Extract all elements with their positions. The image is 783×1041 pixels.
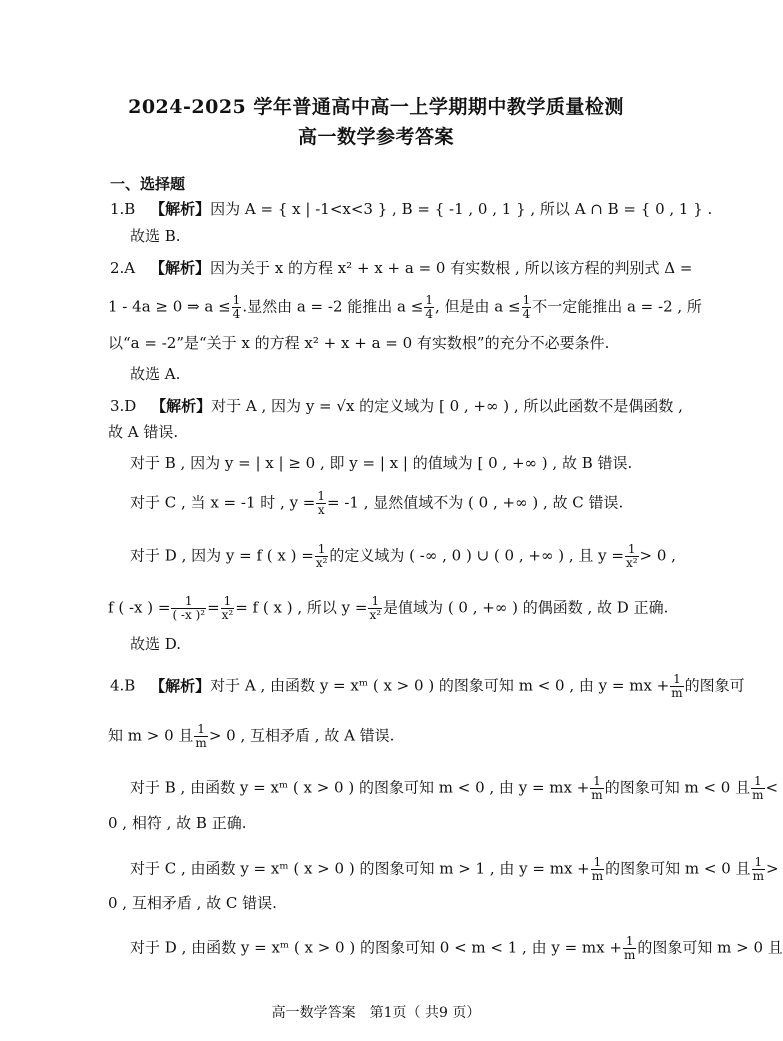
q3-text-5c: > 0 , [639, 546, 676, 565]
q4-tag: 【解析】 [150, 676, 211, 695]
fraction-one-over-m: $\frac{1}{m}$ [752, 855, 764, 883]
q4-text-a2a: 知 m > 0 且 [108, 726, 194, 745]
q4-text-d1a: 对于 D , 由函数 y = xᵐ ( x > 0 ) 的图象可知 0 < m < 1 , 由 y = mx + [130, 938, 622, 957]
q2-text-1: 因为关于 x 的方程 x² + x + a = 0 有实数根 , 所以该方程的判别式 Δ = [209, 259, 693, 277]
q4-line-b1 [130, 775, 778, 802]
q1-tag: 【解析】 [150, 200, 211, 218]
fraction-one-over-x-squared: $\frac{1}{\text{x²}}$ [369, 594, 382, 622]
q1-label: 1.B [110, 200, 136, 218]
q2-tag: 【解析】 [149, 259, 210, 277]
q3-line-2: 故 A 错误. [108, 423, 179, 441]
q4-line-c2: 0 , 互相矛盾 , 故 C 错误. [108, 894, 277, 912]
fraction-one-over-x-squared: $\frac{1}{\text{x²}}$ [221, 594, 234, 622]
q4-text-c1c: > [765, 859, 779, 878]
q3-line-6 [108, 595, 668, 622]
q4-text-b1a: 对于 B , 由函数 y = xᵐ ( x > 0 ) 的图象可知 m < 0 , 由 y = mx + [130, 778, 590, 797]
fraction-one-quarter: $\frac{1}{4}$ [425, 293, 433, 321]
q4-line-b2: 0 , 相符 , 故 B 正确. [108, 814, 247, 832]
q4-text-a2b: > 0 , 互相矛盾 , 故 A 错误. [208, 726, 395, 745]
q2-label: 2.A [110, 259, 136, 277]
fraction-one-quarter: $\frac{1}{4}$ [522, 293, 531, 321]
q3-text-5a: 对于 D , 因为 y = f ( x ) = [130, 546, 314, 565]
q4-label: 4.B [110, 676, 136, 695]
q1-conclusion: 故选 B. [130, 227, 181, 245]
q1-line-1 [110, 199, 712, 219]
q2-text-2c: , 但是由 a ≤ [434, 297, 521, 316]
q3-label: 3.D [110, 397, 137, 415]
q4-text-a1b: 的图象可 [684, 676, 745, 695]
q4-line-a1 [110, 673, 745, 700]
q3-text-6c: = f ( x ) , 所以 y = [235, 598, 368, 617]
section-heading: 一、选择题 [110, 175, 186, 193]
fraction-one-over-m: $\frac{1}{m}$ [195, 722, 207, 750]
q3-conclusion: 故选 D. [130, 635, 182, 653]
q3-text-4b: = -1 , 显然值域不为 ( 0 , +∞ ) , 故 C 错误. [327, 493, 624, 512]
q4-line-d1 [130, 935, 783, 962]
fraction-one-over-x-squared: $\frac{1}{\text{x²}}$ [625, 542, 638, 570]
q4-text-b1b: 的图象可知 m < 0 且 [604, 778, 751, 797]
fraction-one-over-m: $\frac{1}{m}$ [752, 774, 764, 802]
fraction-one-over-x-squared: $\frac{1}{\text{x²}}$ [315, 542, 328, 570]
q4-line-a2 [108, 723, 394, 750]
q3-tag: 【解析】 [151, 397, 212, 415]
q2-text-2a: 1 - 4a ≥ 0 ⇒ a ≤ [108, 297, 231, 316]
q4-text-c1a: 对于 C , 由函数 y = xᵐ ( x > 0 ) 的图象可知 m > 1 , 由 y = mx + [130, 859, 590, 878]
fraction-one-quarter: $\frac{1}{4}$ [232, 293, 241, 321]
q2-line-1 [110, 258, 692, 278]
fraction-one-over-m: $\frac{1}{m}$ [591, 774, 603, 802]
q4-text-c1b: 的图象可知 m < 0 且 [605, 859, 751, 878]
q2-text-2d: 不一定能推出 a = -2 , 所 [532, 297, 702, 316]
q2-text-2b: .显然由 a = -2 能推出 a ≤ [242, 297, 424, 316]
q3-text-6d: 是值域为 ( 0 , +∞ ) 的偶函数 , 故 D 正确. [383, 598, 669, 617]
q4-line-c1 [130, 856, 779, 883]
q2-line-3: 以“a = -2”是“关于 x 的方程 x² + x + a = 0 有实数根”的充分不必要条件. [108, 334, 610, 352]
page-title: 2024-2025 学年普通高中高一上学期期中教学质量检测 [128, 96, 624, 118]
q4-text-b1c: < [765, 778, 779, 797]
q4-text-d1b: 的图象可知 m > 0 且 [637, 938, 783, 957]
fraction-one-over-x: $\frac{1}{x}$ [317, 489, 326, 517]
fraction-one-over-m: $\frac{1}{m}$ [591, 855, 604, 883]
q3-text-6a: f ( -x ) = [108, 598, 171, 617]
q3-text-5b: 的定义域为 ( -∞ , 0 ) ∪ ( 0 , +∞ ) , 且 y = [329, 546, 624, 565]
q3-line-4 [130, 490, 623, 517]
q3-text-6b: = [207, 598, 220, 617]
q3-text-4a: 对于 C , 当 x = -1 时 , y = [130, 493, 316, 512]
q4-text-a1a: 对于 A , 由函数 y = xᵐ ( x > 0 ) 的图象可知 m < 0 , 由 y = mx + [210, 676, 670, 695]
fraction-one-over-m: $\frac{1}{m}$ [671, 672, 683, 700]
fraction-one-over-neg-x-squared: $\frac{1}{\text{( -x )²}}$ [172, 594, 206, 622]
q2-conclusion: 故选 A. [130, 365, 181, 383]
q3-line-5 [130, 543, 676, 570]
q1-text: 因为 A = { x | -1<x<3 } , B = { -1 , 0 , 1 } , 所以 A ∩ B = { 0 , 1 } . [210, 200, 713, 218]
q3-line-3: 对于 B , 因为 y = | x | ≥ 0 , 即 y = | x | 的值域为 [ 0 , +∞ ) , 故 B 错误. [130, 454, 633, 472]
q3-line-1 [110, 396, 683, 416]
page-footer: 高一数学答案 第1页（ 共9 页） [271, 1005, 481, 1021]
q2-line-2 [108, 294, 702, 321]
q3-text-1: 对于 A , 因为 y = √x 的定义域为 [ 0 , +∞ ) , 所以此函数不是偶函数 , [211, 397, 683, 415]
fraction-one-over-m: $\frac{1}{m}$ [623, 934, 636, 962]
page-subtitle: 高一数学参考答案 [297, 126, 454, 148]
